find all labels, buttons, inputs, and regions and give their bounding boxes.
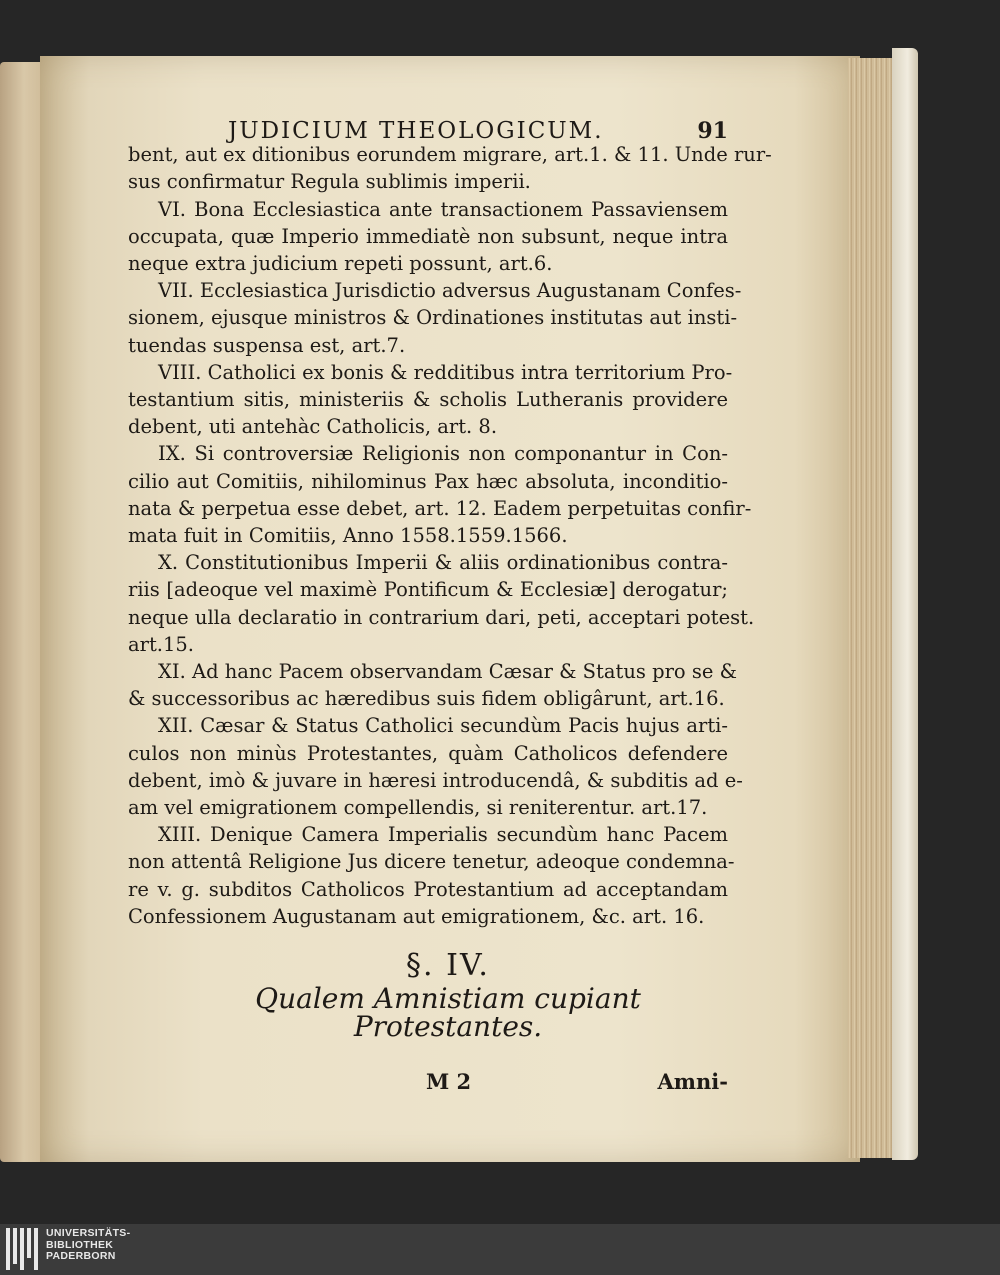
- library-logo: [6, 1228, 130, 1270]
- text-line: Confessionem Augustanam aut emigrationem, &c. art. 16.: [128, 904, 705, 928]
- text-line: XIII. Denique Camera Imperialis secundùm hanc Pacem: [158, 823, 728, 847]
- logo-line: BIBLIOTHEK: [46, 1238, 114, 1251]
- paragraph: [128, 440, 752, 549]
- text-line: am vel emigrationem compellendis, si reniterentur. art.17.: [128, 796, 708, 820]
- library-logo-icon: [6, 1228, 38, 1270]
- text-line: X. Constitutionibus Imperii & aliis ordinationibus contra-: [158, 551, 728, 575]
- library-logo-text: [46, 1228, 130, 1263]
- text-line: cilio aut Comitiis, nihilominus Pax hæc absoluta, inconditio-: [128, 469, 728, 493]
- text-line: neque extra judicium repeti possunt, art.6.: [128, 252, 553, 276]
- text-line: neque ulla declaratio in contrarium dari, peti, acceptari potest.: [128, 605, 755, 629]
- paragraph: [128, 141, 772, 195]
- text-line: XI. Ad hanc Pacem observandam Cæsar & Status pro se &: [158, 660, 737, 684]
- logo-line: UNIVERSITÄTS-: [46, 1227, 131, 1239]
- text-line: bent, aut ex ditionibus eorundem migrare, art.1. & 11. Unde rur-: [128, 143, 772, 167]
- page-stack-edge: [848, 58, 898, 1158]
- text-line: mata fuit in Comitiis, Anno 1558.1559.1566.: [128, 524, 568, 548]
- text-line: testantium sitis, ministeriis & scholis Lutheranis providere: [128, 388, 728, 412]
- text-line: non attentâ Religione Jus dicere tenetur, adeoque condemna-: [128, 850, 735, 874]
- text-line: sus confirmatur Regula sublimis imperii.: [128, 170, 531, 194]
- paragraph: [128, 196, 728, 278]
- page-text: [128, 118, 772, 1108]
- running-title: JUDICIUM THEOLOGICUM.: [228, 118, 604, 144]
- page-number: 91: [697, 118, 728, 144]
- viewer-footer-bar: [0, 1224, 1000, 1275]
- text-line: riis [adeoque vel maximè Pontificum & Ecclesiæ] derogatur;: [128, 578, 728, 602]
- text-line: XII. Cæsar & Status Catholici secundùm Pacis hujus arti-: [158, 714, 728, 738]
- section-subtitle: Qualem Amnistiam cupiant Protestantes.: [255, 982, 641, 1043]
- paragraph: [128, 821, 735, 930]
- page-footer: [128, 1068, 728, 1108]
- logo-line: PADERBORN: [46, 1250, 116, 1262]
- book-cover-edge: [892, 48, 918, 1160]
- text-line: IX. Si controversiæ Religionis non componantur in Con-: [158, 442, 728, 466]
- text-line: occupata, quæ Imperio immediatè non subsunt, neque intra: [128, 224, 728, 248]
- text-line: debent, uti antehàc Catholicis, art. 8.: [128, 415, 498, 439]
- text-line: culos non minùs Protestantes, quàm Catholicos defendere: [128, 741, 728, 765]
- text-line: debent, imò & juvare in hæresi introducendâ, & subditis ad e-: [128, 768, 743, 792]
- signature-mark: M 2: [426, 1068, 472, 1094]
- section-heading: §. IV.: [406, 948, 490, 984]
- text-line: VII. Ecclesiastica Jurisdictio adversus Augustanam Confes-: [158, 279, 742, 303]
- text-line: VI. Bona Ecclesiastica ante transactionem Passaviensem: [158, 197, 728, 221]
- paragraph: [128, 658, 737, 712]
- text-line: & successoribus ac hæredibus suis fidem obligârunt, art.16.: [128, 687, 725, 711]
- text-line: VIII. Catholici ex bonis & redditibus intra territorium Pro-: [158, 360, 733, 384]
- paragraph: [128, 549, 755, 658]
- catchword: Amni-: [657, 1068, 728, 1094]
- paragraph: [128, 277, 742, 359]
- text-line: art.15.: [128, 632, 194, 656]
- text-line: tuendas suspensa est, art.7.: [128, 333, 406, 357]
- body-paragraphs: [128, 141, 772, 930]
- paragraph: [128, 359, 733, 441]
- text-line: sionem, ejusque ministros & Ordinationes institutas aut insti-: [128, 306, 738, 330]
- paragraph: [128, 712, 743, 821]
- text-line: nata & perpetua esse debet, art. 12. Eadem perpetuitas confir-: [128, 496, 752, 520]
- text-line: re v. g. subditos Catholicos Protestantium ad acceptandam: [128, 877, 728, 901]
